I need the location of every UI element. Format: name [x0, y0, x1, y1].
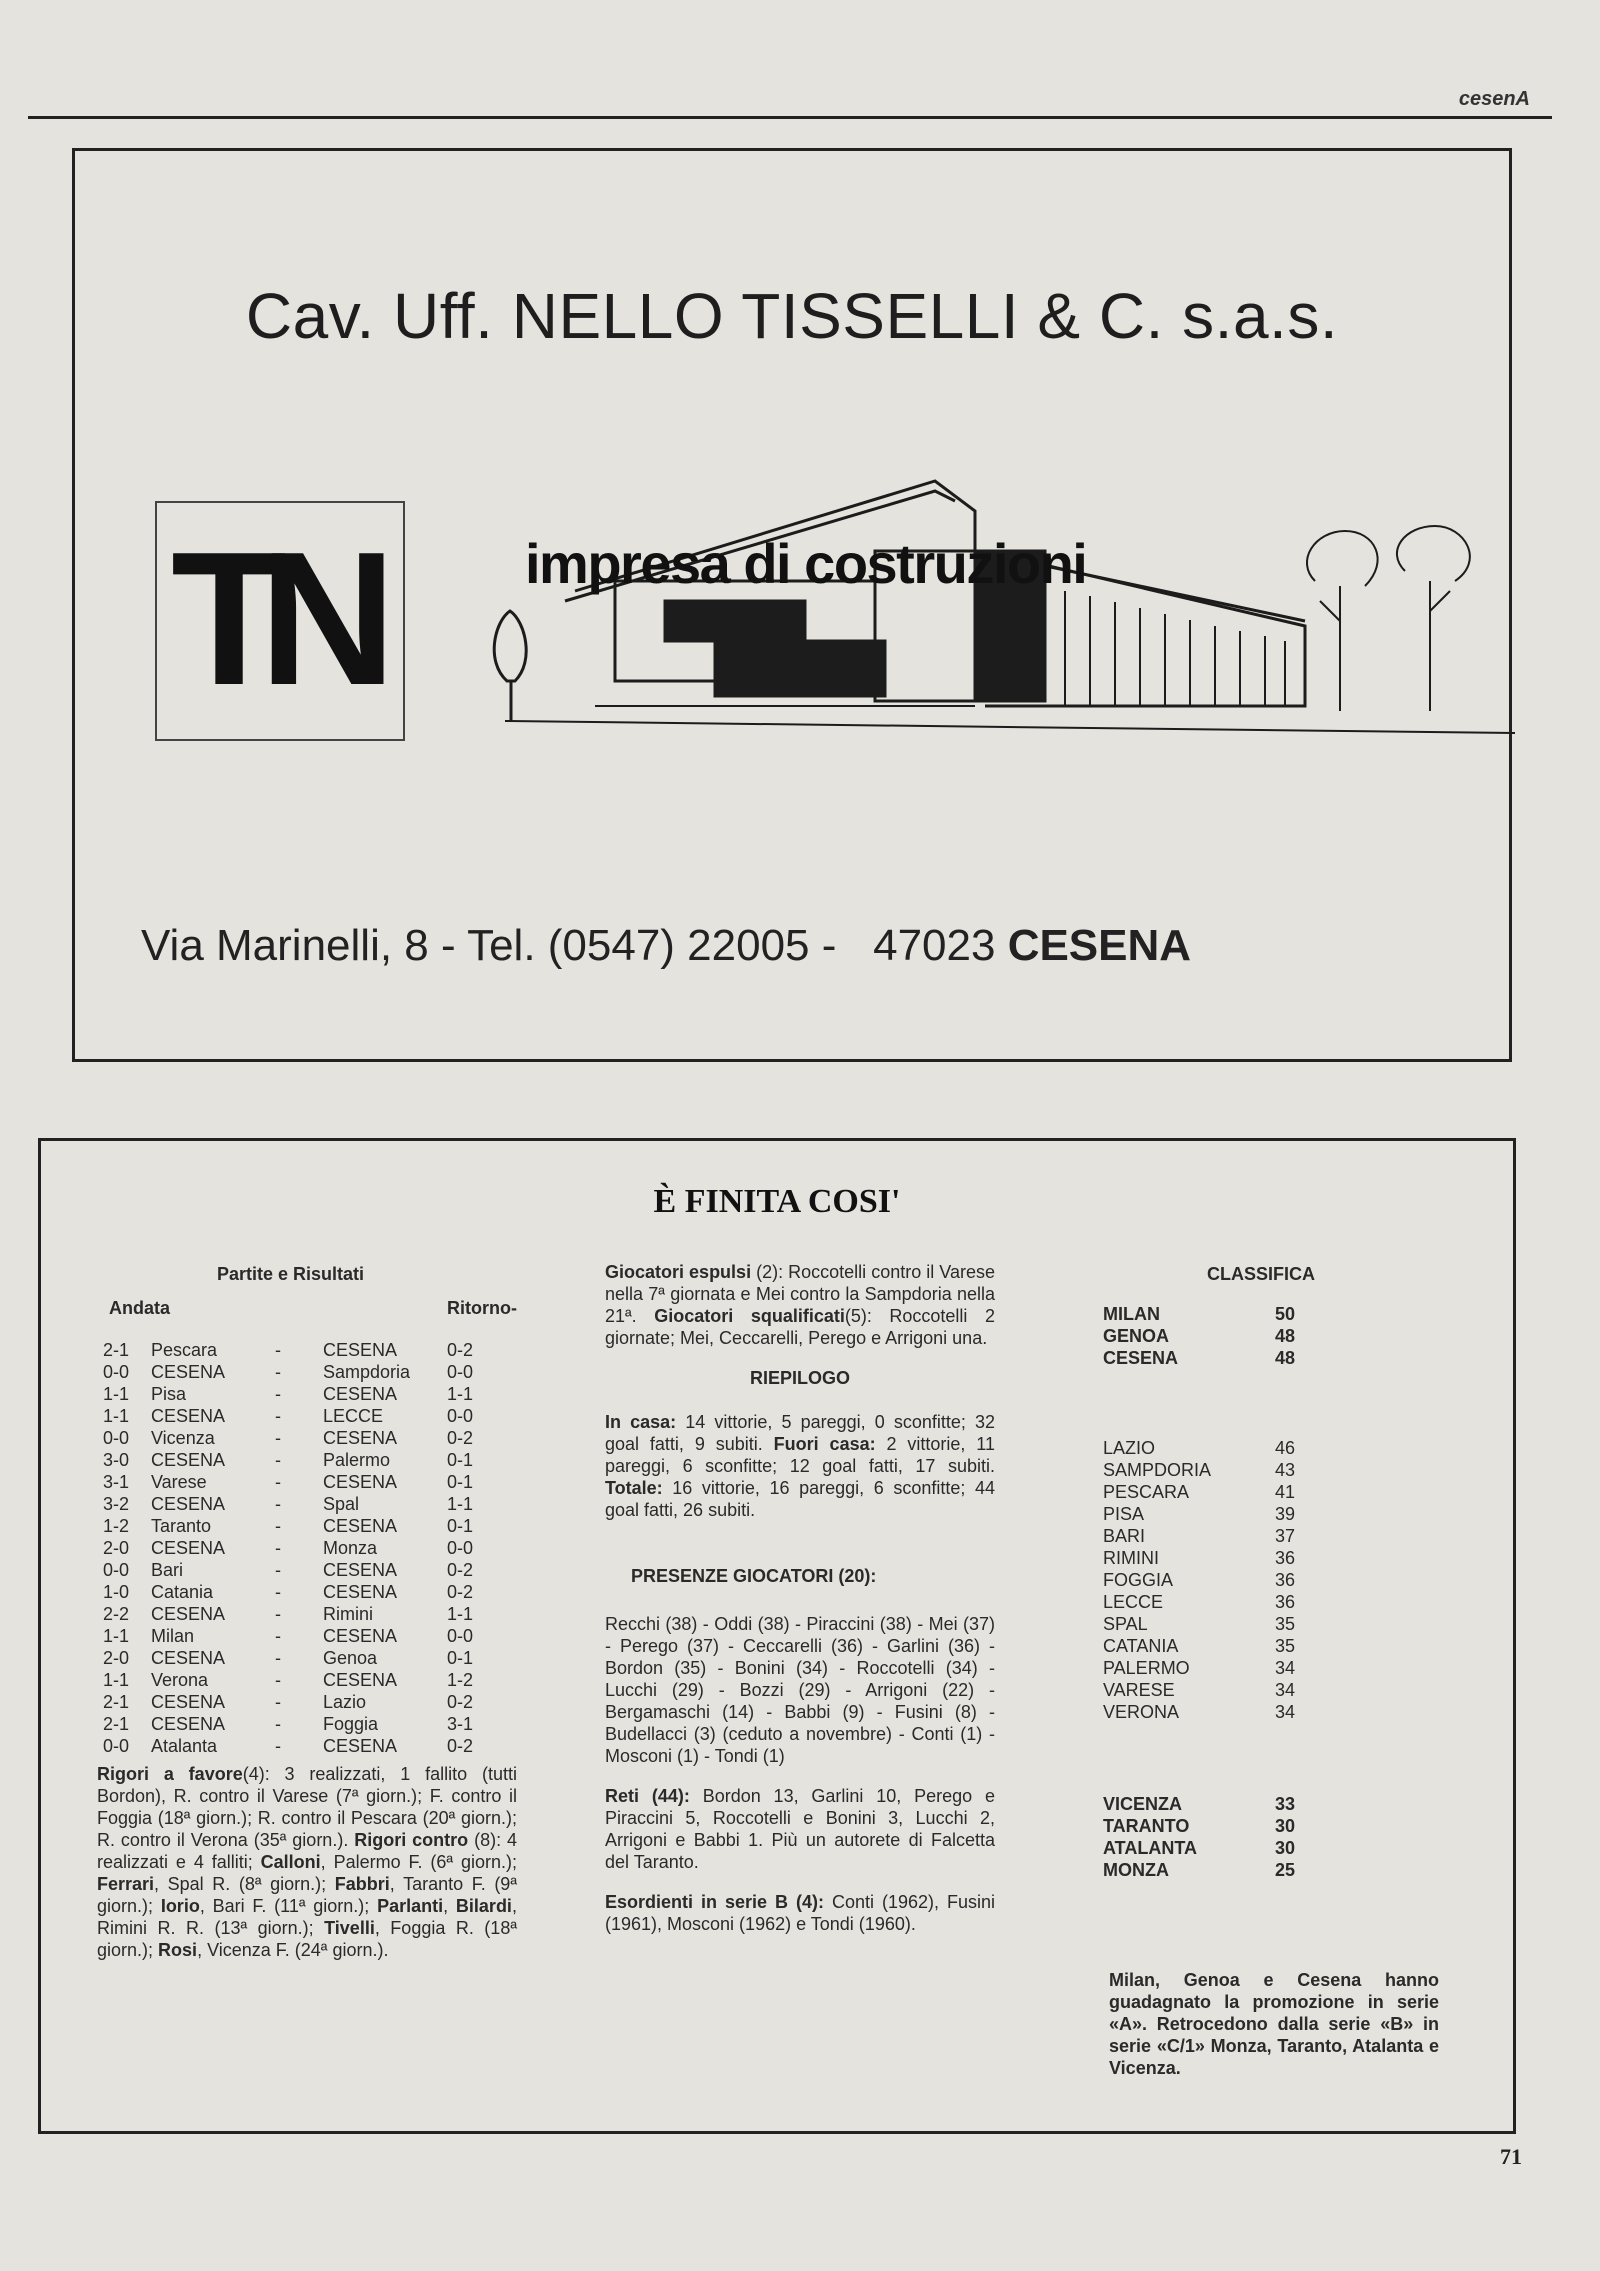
rigore-player: Bilardi: [455, 1896, 512, 1916]
separator: -: [275, 1560, 281, 1580]
standings-points: 43: [1275, 1460, 1296, 1480]
ritorno-score: 0-0: [447, 1362, 474, 1382]
classifica-title: CLASSIFICA: [1207, 1264, 1315, 1284]
ritorno-score: 3-1: [447, 1714, 474, 1734]
ritorno-score: 0-2: [447, 1340, 474, 1360]
ritorno-team: Rimini: [323, 1604, 374, 1624]
page-number: 71: [1500, 2144, 1522, 2169]
ritorno-label: Ritorno-: [447, 1298, 517, 1318]
andata-score: 2-1: [103, 1340, 130, 1360]
separator: -: [275, 1736, 281, 1756]
result-row: [103, 1515, 487, 1537]
andata-team: Taranto: [151, 1516, 212, 1536]
result-row: [103, 1647, 487, 1669]
article-box: [38, 1138, 1516, 2134]
reti-text: Bordon 13, Garlini 10, Perego e Piraccini 5, Roccotelli e Bonini 3, Lucchi 2, Arrigoni e Babbi 1. Più un autorete di Falcetta del Taranto.: [605, 1786, 995, 1872]
andata-team: CESENA: [151, 1714, 226, 1734]
standings-points: 34: [1275, 1702, 1296, 1722]
andata-team: CESENA: [151, 1604, 226, 1624]
ritorno-score: 0-1: [447, 1472, 474, 1492]
result-row: [103, 1735, 487, 1757]
standings-team: ATALANTA: [1103, 1838, 1197, 1858]
separator: -: [275, 1428, 281, 1448]
result-row: [103, 1669, 487, 1691]
ritorno-score: 0-2: [447, 1736, 474, 1756]
separator: -: [275, 1648, 281, 1668]
rigore-detail: , Foggia R. (18ª giorn.);: [97, 1918, 517, 1960]
andata-team: Catania: [151, 1582, 214, 1602]
separator: -: [275, 1340, 281, 1360]
ritorno-team: CESENA: [323, 1340, 398, 1360]
separator: -: [275, 1362, 281, 1382]
standings-row: [1103, 1635, 1295, 1657]
andata-score: 3-1: [103, 1472, 130, 1492]
rigore-player: Calloni: [260, 1852, 321, 1872]
standings-team: VICENZA: [1103, 1794, 1183, 1814]
result-row: [103, 1383, 487, 1405]
results-title: Partite e Risultati: [217, 1264, 365, 1284]
standings-team: CATANIA: [1103, 1636, 1179, 1656]
standings-points: 34: [1275, 1658, 1296, 1678]
standings-points: 36: [1275, 1570, 1296, 1590]
standings-points: 48: [1275, 1348, 1296, 1368]
andata-team: CESENA: [151, 1450, 226, 1470]
article-title: È FINITA COSI': [653, 1183, 901, 1220]
standings-team: MILAN: [1103, 1304, 1160, 1324]
squalificati-label: Giocatori squalificati: [654, 1306, 845, 1326]
separator: -: [275, 1384, 281, 1404]
ritorno-team: CESENA: [323, 1516, 398, 1536]
ritorno-team: CESENA: [323, 1736, 398, 1756]
andata-team: Verona: [151, 1670, 209, 1690]
rigore-detail: , Spal R. (8ª giorn.);: [154, 1874, 327, 1894]
standings-team: PESCARA: [1103, 1482, 1190, 1502]
reti-paragraph: [605, 1785, 995, 1873]
andata-team: CESENA: [151, 1648, 226, 1668]
result-row: [103, 1361, 487, 1383]
andata-score: 2-1: [103, 1692, 130, 1712]
closing-note: Milan, Genoa e Cesena hanno guadagnato la promozione in serie «A». Retrocedono dalla serie «B» in serie «C/1» Monza, Taranto, Atalanta e Vicenza.: [1109, 1970, 1439, 2078]
totale-text: 16 vittorie, 16 pareggi, 6 sconfitte; 44 goal fatti, 26 subiti.: [605, 1478, 995, 1520]
result-row: [103, 1493, 487, 1515]
ritorno-team: CESENA: [323, 1626, 398, 1646]
address-street: Via Marinelli, 8 - Tel. (0547) 22005 -: [141, 921, 837, 970]
esordienti-text: Conti (1962), Fusini (1961), Mosconi (1962) e Tondi (1960).: [605, 1892, 995, 1934]
standings-points: 36: [1275, 1592, 1296, 1612]
standings-team: MONZA: [1103, 1860, 1169, 1880]
logo-text: TN: [171, 513, 369, 725]
standings-row: [1103, 1679, 1295, 1701]
standings-team: PISA: [1103, 1504, 1145, 1524]
reti-label: Reti (44):: [605, 1786, 690, 1806]
result-row: [103, 1471, 487, 1493]
andata-team: CESENA: [151, 1538, 226, 1558]
address-city: CESENA: [1007, 921, 1192, 970]
riepilogo-title: RIEPILOGO: [749, 1368, 850, 1388]
ritorno-score: 0-2: [447, 1428, 474, 1448]
presenze-title: PRESENZE GIOCATORI (20):: [631, 1566, 877, 1586]
separator: -: [275, 1494, 281, 1514]
ritorno-team: Palermo: [323, 1450, 391, 1470]
separator: -: [275, 1692, 281, 1712]
ritorno-score: 0-0: [447, 1406, 474, 1426]
rigore-detail: , Palermo F. (6ª giorn.);: [320, 1852, 517, 1872]
rigore-detail: , Rimini R. R. (13ª giorn.);: [97, 1896, 517, 1938]
ritorno-team: CESENA: [323, 1582, 398, 1602]
result-row: [103, 1339, 487, 1361]
standings-row: [1103, 1503, 1295, 1525]
andata-score: 2-0: [103, 1648, 130, 1668]
standings-gap: [1103, 1723, 1295, 1793]
andata-team: Varese: [151, 1472, 207, 1492]
standings-row: [1103, 1859, 1295, 1881]
rigore-player: Ferrari: [97, 1874, 155, 1894]
results-header: [97, 1297, 517, 1319]
ritorno-score: 1-1: [447, 1384, 474, 1404]
standings-points: 35: [1275, 1636, 1296, 1656]
separator: -: [275, 1714, 281, 1734]
ad-company-name: Cav. Uff. NELLO TISSELLI & C. s.a.s.: [245, 280, 1339, 352]
ad-address: [141, 921, 1191, 971]
separator: -: [275, 1626, 281, 1646]
standings-team: SAMPDORIA: [1103, 1460, 1212, 1480]
result-row: [103, 1603, 487, 1625]
andata-score: 3-0: [103, 1450, 130, 1470]
andata-team: Vicenza: [151, 1428, 215, 1448]
standings-team: TARANTO: [1103, 1816, 1190, 1836]
ad-tagline: impresa di costruzioni: [525, 532, 1087, 595]
ritorno-score: 0-1: [447, 1516, 474, 1536]
andata-team: Pisa: [151, 1384, 187, 1404]
classifica-column: [1061, 1263, 1461, 2079]
andata-team: Bari: [151, 1560, 184, 1580]
ritorno-team: Sampdoria: [323, 1362, 411, 1382]
separator: -: [275, 1604, 281, 1624]
ritorno-team: Lazio: [323, 1692, 367, 1712]
standings-table: [1103, 1303, 1295, 1881]
result-row: [103, 1559, 487, 1581]
standings-team: BARI: [1103, 1526, 1146, 1546]
standings-team: FOGGIA: [1103, 1570, 1174, 1590]
ritorno-team: Foggia: [323, 1714, 379, 1734]
standings-row: [1103, 1347, 1295, 1369]
ritorno-score: 0-2: [447, 1560, 474, 1580]
rigori-section: [97, 1763, 517, 1961]
andata-score: 1-2: [103, 1516, 130, 1536]
header-rule: [28, 116, 1552, 119]
separator: -: [275, 1406, 281, 1426]
standings-team: GENOA: [1103, 1326, 1170, 1346]
separator: -: [275, 1450, 281, 1470]
ritorno-score: 0-2: [447, 1582, 474, 1602]
andata-team: Milan: [151, 1626, 195, 1646]
house-illustration: [415, 471, 1515, 761]
andata-score: 1-1: [103, 1626, 130, 1646]
andata-score: 0-0: [103, 1362, 130, 1382]
rigori-favore-text: (4): 3 realizzati, 1 fallito (tutti Bordon), R. contro il Varese (7ª giorn.); F. contro il Foggia (18ª giorn.); R. contro il Pescara (20ª giorn.); R. contro il Verona (35ª giorn.).: [97, 1764, 517, 1850]
ritorno-team: CESENA: [323, 1428, 398, 1448]
rigore-player: Parlanti: [377, 1896, 444, 1916]
standings-team: SPAL: [1103, 1614, 1148, 1634]
andata-score: 3-2: [103, 1494, 130, 1514]
standings-row: [1103, 1793, 1295, 1815]
standings-row: [1103, 1459, 1295, 1481]
rigori-favore-label: Rigori a favore: [97, 1764, 243, 1784]
ritorno-score: 0-1: [447, 1648, 474, 1668]
standings-row: [1103, 1525, 1295, 1547]
standings-gap: [1103, 1369, 1295, 1437]
in-casa-label: In casa:: [605, 1412, 677, 1432]
result-row: [103, 1405, 487, 1427]
ritorno-team: Monza: [323, 1538, 378, 1558]
rigori-contro-intro: (8): 4 realizzati e 4 falliti;: [97, 1830, 517, 1872]
result-row: [103, 1537, 487, 1559]
andata-team: CESENA: [151, 1494, 226, 1514]
andata-score: 2-2: [103, 1604, 130, 1624]
standings-row: [1103, 1481, 1295, 1503]
andata-team: Atalanta: [151, 1736, 218, 1756]
andata-label: Andata: [109, 1298, 171, 1318]
result-row: [103, 1581, 487, 1603]
ritorno-team: CESENA: [323, 1384, 398, 1404]
squalificati-text: (5): Roccotelli 2 giornate; Mei, Ceccarelli, Perego e Arrigoni una.: [605, 1306, 995, 1348]
fuori-casa-label: Fuori casa:: [773, 1434, 876, 1454]
ritorno-score: 0-0: [447, 1538, 474, 1558]
results-column: [97, 1263, 517, 1961]
ritorno-team: Genoa: [323, 1648, 378, 1668]
standings-team: CESENA: [1103, 1348, 1179, 1368]
standings-row: [1103, 1325, 1295, 1347]
result-row: [103, 1427, 487, 1449]
andata-score: 2-1: [103, 1714, 130, 1734]
andata-score: 1-1: [103, 1406, 130, 1426]
ritorno-team: CESENA: [323, 1560, 398, 1580]
andata-team: CESENA: [151, 1362, 226, 1382]
standings-row: [1103, 1437, 1295, 1459]
ritorno-score: 1-2: [447, 1670, 474, 1690]
totale-label: Totale:: [605, 1478, 663, 1498]
standings-points: 39: [1275, 1504, 1296, 1524]
standings-points: 37: [1275, 1526, 1296, 1546]
standings-row: [1103, 1613, 1295, 1635]
ritorno-team: LECCE: [323, 1406, 384, 1426]
standings-points: 36: [1275, 1548, 1296, 1568]
stats-column: [605, 1261, 995, 1935]
standings-row: [1103, 1657, 1295, 1679]
presenze-text: Recchi (38) - Oddi (38) - Piraccini (38) - Mei (37) - Perego (37) - Ceccarelli (36) - Garlini (36) - Bordon (35) - Bonini (34) - Roccotelli (34) - Lucchi (29) - Bozzi (29) - Arrigoni (22) - Bergamaschi (14) - Babbi (9) - Fusini (8) - Budellacci (3) (ceduto a novembre) - Conti (1) - Mosconi (1) - Tondi (1): [605, 1614, 995, 1766]
rigore-detail: ,: [443, 1896, 449, 1916]
rigore-player: Iorio: [160, 1896, 200, 1916]
separator: -: [275, 1582, 281, 1602]
address-zip: 47023: [873, 921, 996, 970]
standings-row: [1103, 1569, 1295, 1591]
andata-score: 0-0: [103, 1428, 130, 1448]
standings-team: PALERMO: [1103, 1658, 1190, 1678]
standings-row: [1103, 1815, 1295, 1837]
andata-team: CESENA: [151, 1406, 226, 1426]
andata-score: 1-0: [103, 1582, 130, 1602]
ritorno-score: 0-2: [447, 1692, 474, 1712]
rigore-player: Tivelli: [324, 1918, 375, 1938]
esordienti-paragraph: [605, 1891, 995, 1935]
standings-team: VARESE: [1103, 1680, 1175, 1700]
rigori-contro-label: Rigori contro: [354, 1830, 469, 1850]
esordienti-label: Esordienti in serie B (4):: [605, 1892, 824, 1912]
standings-points: 25: [1275, 1860, 1296, 1880]
rigore-detail: , Vicenza F. (24ª giorn.).: [197, 1940, 389, 1960]
in-casa-text: 14 vittorie, 5 pareggi, 0 sconfitte; 32 goal fatti, 9 subiti.: [605, 1412, 995, 1454]
separator: -: [275, 1516, 281, 1536]
standings-team: LAZIO: [1103, 1438, 1156, 1458]
ritorno-team: CESENA: [323, 1472, 398, 1492]
espulsi-text: (2): Roccotelli contro il Varese nella 7ª giornata e Mei contro la Sampdoria nella 21ª.: [605, 1262, 995, 1326]
standings-team: RIMINI: [1103, 1548, 1159, 1568]
standings-team: VERONA: [1103, 1702, 1180, 1722]
standings-points: 41: [1275, 1482, 1296, 1502]
espulsi-paragraph: [605, 1261, 995, 1349]
result-row: [103, 1691, 487, 1713]
standings-points: 35: [1275, 1614, 1296, 1634]
andata-score: 0-0: [103, 1736, 130, 1756]
ritorno-score: 1-1: [447, 1494, 474, 1514]
ritorno-score: 0-1: [447, 1450, 474, 1470]
andata-score: 1-1: [103, 1670, 130, 1690]
andata-team: Pescara: [151, 1340, 218, 1360]
standings-row: [1103, 1837, 1295, 1859]
standings-points: 50: [1275, 1304, 1296, 1324]
standings-points: 30: [1275, 1838, 1296, 1858]
rigore-detail: , Taranto F. (9ª giorn.);: [97, 1874, 517, 1916]
standings-row: [1103, 1591, 1295, 1613]
tn-logo: [155, 501, 405, 741]
andata-score: 2-0: [103, 1538, 130, 1558]
separator: -: [275, 1538, 281, 1558]
espulsi-label: Giocatori espulsi: [605, 1262, 752, 1282]
results-table: [103, 1339, 487, 1757]
separator: -: [275, 1670, 281, 1690]
separator: -: [275, 1472, 281, 1492]
section-tag: cesenA: [1458, 88, 1530, 110]
standings-row: [1103, 1701, 1295, 1723]
riepilogo-paragraph: [605, 1411, 995, 1521]
advertisement: [72, 148, 1512, 1062]
result-row: [103, 1625, 487, 1647]
ritorno-score: 1-1: [447, 1604, 474, 1624]
standings-row: [1103, 1303, 1295, 1325]
rigore-player: Fabbri: [334, 1874, 390, 1894]
andata-score: 1-1: [103, 1384, 130, 1404]
fuori-casa-text: 2 vittorie, 11 pareggi, 6 sconfitte; 12 goal fatti, 17 subiti.: [605, 1434, 995, 1476]
rigore-detail: , Bari F. (11ª giorn.);: [199, 1896, 370, 1916]
result-row: [103, 1713, 487, 1735]
standings-points: 33: [1275, 1794, 1296, 1814]
andata-score: 0-0: [103, 1560, 130, 1580]
ritorno-team: Spal: [323, 1494, 360, 1514]
standings-team: LECCE: [1103, 1592, 1164, 1612]
standings-row: [1103, 1547, 1295, 1569]
result-row: [103, 1449, 487, 1471]
andata-team: CESENA: [151, 1692, 226, 1712]
ritorno-score: 0-0: [447, 1626, 474, 1646]
standings-points: 46: [1275, 1438, 1296, 1458]
standings-points: 48: [1275, 1326, 1296, 1346]
standings-points: 30: [1275, 1816, 1296, 1836]
standings-points: 34: [1275, 1680, 1296, 1700]
rigore-player: Rosi: [158, 1940, 198, 1960]
ritorno-team: CESENA: [323, 1670, 398, 1690]
